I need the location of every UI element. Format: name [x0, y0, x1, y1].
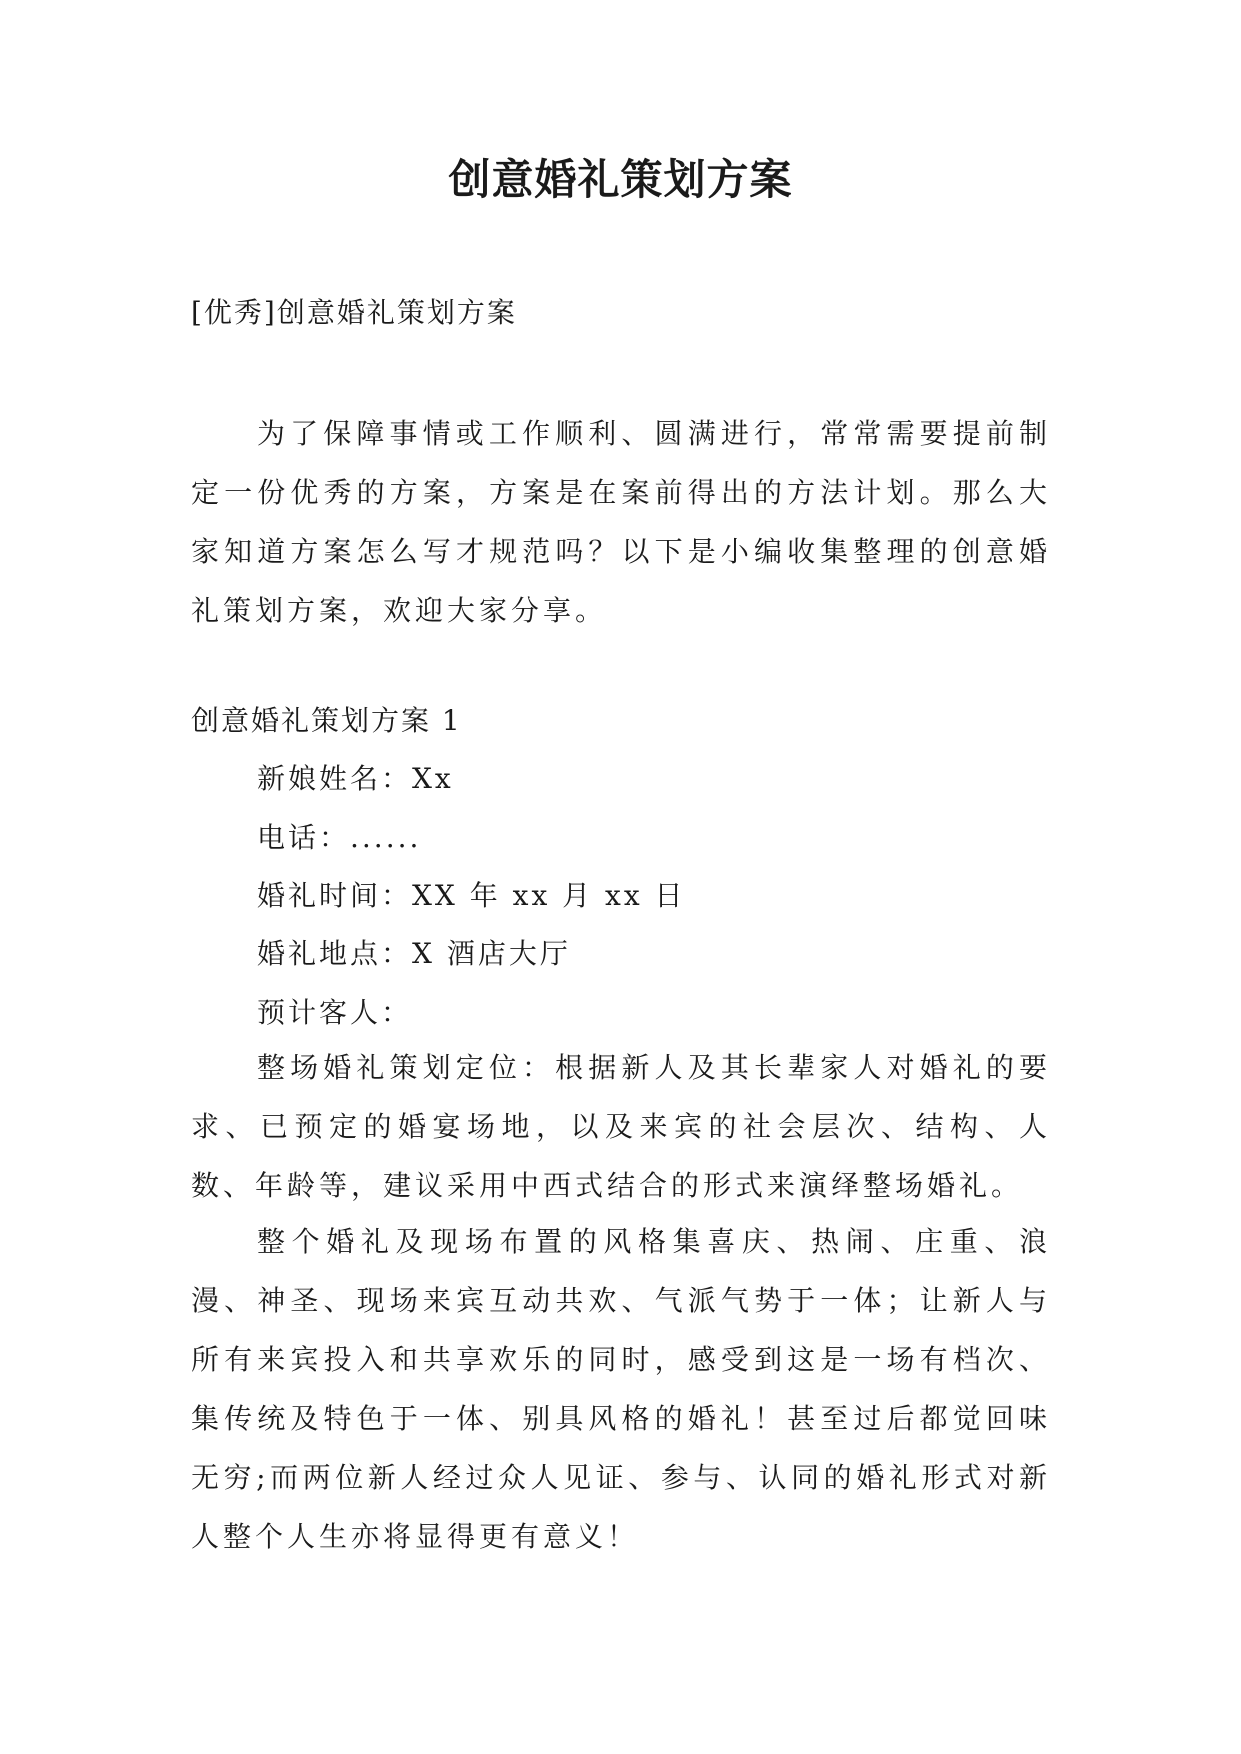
wedding-place-field: 婚礼地点：X 酒店大厅: [257, 937, 571, 970]
phone-field: 电话：......: [257, 821, 422, 854]
intro-paragraph: 为了保障事情或工作顺利、圆满进行，常常需要提前制定一份优秀的方案，方案是在案前得出的方法计划。那么大家知道方案怎么写才规范吗？以下是小编收集整理的创意婚礼策划方案，欢迎大家分享。: [191, 417, 1051, 627]
wedding-time-field: 婚礼时间：XX 年 xx 月 xx 日: [257, 879, 686, 912]
positioning-paragraph: 整场婚礼策划定位：根据新人及其长辈家人对婚礼的要求、已预定的婚宴场地，以及来宾的社会层次、结构、人数、年龄等，建议采用中西式结合的形式来演绎整场婚礼。: [191, 1051, 1051, 1202]
section-heading: 创意婚礼策划方案 1: [191, 704, 462, 737]
style-paragraph: 整个婚礼及现场布置的风格集喜庆、热闹、庄重、浪漫、神圣、现场来宾互动共欢、气派气势于一体；让新人与所有来宾投入和共享欢乐的同时，感受到这是一场有档次、集传统及特色于一体、别具风格的婚礼！甚至过后都觉回味无穷;而两位新人经过众人见证、参与、认同的婚礼形式对新人整个人生亦将显得更有意义！: [191, 1225, 1051, 1553]
document-title: 创意婚礼策划方案: [448, 155, 793, 204]
bride-name-field: 新娘姓名：Xx: [257, 762, 454, 795]
document-subtitle: [优秀]创意婚礼策划方案: [191, 296, 517, 329]
expected-guests-field: 预计客人：: [257, 996, 413, 1029]
